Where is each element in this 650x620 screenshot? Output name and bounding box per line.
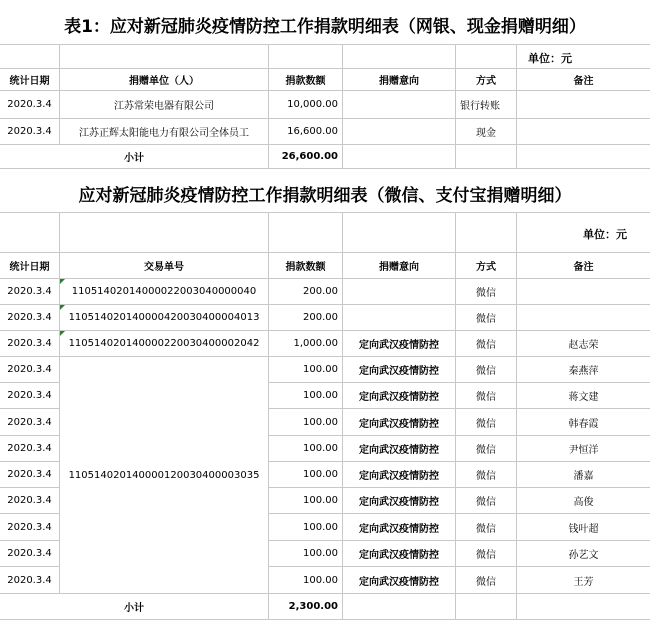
cell-method[interactable]: 微信 bbox=[456, 279, 517, 305]
cell-note[interactable]: 高俊 bbox=[517, 488, 650, 514]
table1-title-row bbox=[0, 0, 650, 45]
cell-amount[interactable]: 100.00 bbox=[269, 357, 343, 383]
cell-transaction[interactable]: 110514020140000420030400004013 bbox=[60, 305, 269, 331]
cell-note[interactable]: 钱叶超 bbox=[517, 514, 650, 541]
cell-intent[interactable]: 定向武汉疫情防控 bbox=[343, 383, 456, 409]
cell-amount[interactable]: 200.00 bbox=[269, 305, 343, 331]
cell-intent[interactable] bbox=[343, 119, 456, 145]
table2-title-row bbox=[0, 169, 650, 213]
cell-note[interactable]: 尹恒洋 bbox=[517, 436, 650, 462]
table1-header-row bbox=[0, 69, 650, 91]
table-row bbox=[0, 357, 650, 383]
cell-date[interactable]: 2020.3.4 bbox=[0, 305, 60, 331]
cell-amount[interactable]: 100.00 bbox=[269, 488, 343, 514]
cell-comment-marker-icon bbox=[60, 279, 65, 284]
header-amount[interactable]: 捐款数额 bbox=[269, 69, 343, 91]
cell-method[interactable]: 微信 bbox=[456, 331, 517, 357]
table-row bbox=[0, 436, 650, 462]
cell-intent[interactable]: 定向武汉疫情防控 bbox=[343, 567, 456, 594]
subtotal-amount[interactable]: 2,300.00 bbox=[269, 594, 343, 620]
header-amount[interactable]: 捐款数额 bbox=[269, 253, 343, 279]
table-row bbox=[0, 567, 650, 594]
cell-amount[interactable]: 100.00 bbox=[269, 383, 343, 409]
header-method[interactable]: 方式 bbox=[456, 69, 517, 91]
cell-date[interactable]: 2020.3.4 bbox=[0, 541, 60, 567]
header-intent[interactable]: 捐赠意向 bbox=[343, 69, 456, 91]
header-method[interactable]: 方式 bbox=[456, 253, 517, 279]
table-row bbox=[0, 305, 650, 331]
cell-method[interactable]: 微信 bbox=[456, 567, 517, 594]
table-row bbox=[0, 331, 650, 357]
cell-intent[interactable]: 定向武汉疫情防控 bbox=[343, 436, 456, 462]
cell-transaction[interactable]: 1105140201400002200304000004​0 bbox=[60, 279, 269, 305]
header-date[interactable]: 统计日期 bbox=[0, 69, 60, 91]
cell-amount[interactable]: 100.00 bbox=[269, 567, 343, 594]
table2-subtotal-row bbox=[0, 594, 650, 620]
cell-amount[interactable]: 10,000.00 bbox=[269, 91, 343, 119]
cell-note[interactable] bbox=[517, 91, 650, 119]
cell-intent[interactable]: 定向武汉疫情防控 bbox=[343, 514, 456, 541]
cell-method[interactable]: 微信 bbox=[456, 462, 517, 488]
table-row bbox=[0, 488, 650, 514]
subtotal-amount[interactable]: 26,600.00 bbox=[269, 145, 343, 169]
cell-note[interactable]: 秦燕萍 bbox=[517, 357, 650, 383]
cell-intent[interactable]: 定向武汉疫情防控 bbox=[343, 488, 456, 514]
cell-note[interactable]: 王芳 bbox=[517, 567, 650, 594]
cell-date[interactable]: 2020.3.4 bbox=[0, 567, 60, 594]
cell-comment-marker-icon bbox=[60, 331, 65, 336]
table1-subtotal-row bbox=[0, 145, 650, 169]
cell-date[interactable]: 2020.3.4 bbox=[0, 488, 60, 514]
cell-note[interactable]: 韩春霞 bbox=[517, 409, 650, 436]
cell-intent[interactable]: 定向武汉疫情防控 bbox=[343, 409, 456, 436]
table2-title: 应对新冠肺炎疫情防控工作捐款明细表（微信、支付宝捐赠明细） bbox=[78, 186, 572, 206]
cell-intent[interactable]: 定向武汉疫情防控 bbox=[343, 541, 456, 567]
cell-method[interactable]: 现金 bbox=[456, 119, 517, 145]
table-row bbox=[0, 383, 650, 409]
table-row bbox=[0, 541, 650, 567]
table1-unit-row bbox=[0, 45, 650, 69]
table-row bbox=[0, 409, 650, 436]
subtotal-label[interactable]: 小计 bbox=[0, 594, 269, 620]
cell-amount[interactable]: 200.00 bbox=[269, 279, 343, 305]
cell-donor[interactable]: 江苏常荣电器有限公司 bbox=[60, 91, 269, 119]
cell-method[interactable]: 银行转账 bbox=[456, 91, 517, 119]
cell-note[interactable]: 潘嘉 bbox=[517, 462, 650, 488]
cell-method[interactable]: 微信 bbox=[456, 305, 517, 331]
cell-transaction-merged[interactable]: 110514020140000120030400003035 bbox=[60, 357, 269, 594]
cell-intent[interactable] bbox=[343, 305, 456, 331]
cell-amount[interactable]: 1,000.00 bbox=[269, 331, 343, 357]
cell-amount[interactable]: 100.00 bbox=[269, 514, 343, 541]
cell-method[interactable]: 微信 bbox=[456, 383, 517, 409]
table1-unit: 单位：元 bbox=[528, 52, 572, 65]
table2-unit: 单位：元 bbox=[583, 228, 627, 241]
cell-date[interactable]: 2020.3.4 bbox=[0, 91, 60, 119]
cell-amount[interactable]: 100.00 bbox=[269, 436, 343, 462]
cell-intent[interactable]: 定向武汉疫情防控 bbox=[343, 331, 456, 357]
cell-method[interactable]: 微信 bbox=[456, 436, 517, 462]
header-note[interactable]: 备注 bbox=[517, 253, 650, 279]
table-row bbox=[0, 119, 650, 145]
table-row bbox=[0, 514, 650, 541]
cell-note[interactable]: 孙艺文 bbox=[517, 541, 650, 567]
cell-amount[interactable]: 100.00 bbox=[269, 462, 343, 488]
cell-amount[interactable]: 16,600.00 bbox=[269, 119, 343, 145]
cell-date[interactable]: 2020.3.4 bbox=[0, 331, 60, 357]
cell-method[interactable]: 微信 bbox=[456, 409, 517, 436]
cell-intent[interactable]: 定向武汉疫情防控 bbox=[343, 357, 456, 383]
cell-method[interactable]: 微信 bbox=[456, 541, 517, 567]
cell-method[interactable]: 微信 bbox=[456, 357, 517, 383]
header-donor[interactable]: 捐赠单位（人） bbox=[60, 69, 269, 91]
header-date[interactable]: 统计日期 bbox=[0, 253, 60, 279]
cell-date[interactable]: 2020.3.4 bbox=[0, 357, 60, 383]
cell-method[interactable]: 微信 bbox=[456, 514, 517, 541]
cell-date[interactable]: 2020.3.4 bbox=[0, 462, 60, 488]
table-row bbox=[0, 279, 650, 305]
table-row bbox=[0, 91, 650, 119]
cell-intent[interactable] bbox=[343, 279, 456, 305]
table2-unit-row bbox=[0, 213, 650, 253]
subtotal-label[interactable]: 小计 bbox=[0, 145, 269, 169]
cell-intent[interactable]: 定向武汉疫情防控 bbox=[343, 462, 456, 488]
table-row bbox=[0, 462, 650, 488]
header-note[interactable]: 备注 bbox=[517, 69, 650, 91]
cell-date[interactable]: 2020.3.4 bbox=[0, 119, 60, 145]
cell-note[interactable] bbox=[517, 279, 650, 305]
cell-date[interactable]: 2020.3.4 bbox=[0, 436, 60, 462]
cell-date[interactable]: 2020.3.4 bbox=[0, 409, 60, 436]
cell-intent[interactable] bbox=[343, 91, 456, 119]
cell-amount[interactable]: 100.00 bbox=[269, 409, 343, 436]
cell-comment-marker-icon bbox=[60, 305, 65, 310]
cell-note[interactable]: 蒋文建 bbox=[517, 383, 650, 409]
cell-transaction[interactable]: 110514020140000220030400002042 bbox=[60, 331, 269, 357]
cell-donor[interactable]: 江苏正辉太阳能电力有限公司全体员工 bbox=[60, 119, 269, 145]
table2-header-row bbox=[0, 253, 650, 279]
cell-note[interactable]: 赵志荣 bbox=[517, 331, 650, 357]
cell-note[interactable] bbox=[517, 119, 650, 145]
cell-note[interactable] bbox=[517, 305, 650, 331]
cell-date[interactable]: 2020.3.4 bbox=[0, 514, 60, 541]
cell-date[interactable]: 2020.3.4 bbox=[0, 279, 60, 305]
cell-amount[interactable]: 100.00 bbox=[269, 541, 343, 567]
table1-title: 表1：应对新冠肺炎疫情防控工作捐款明细表（网银、现金捐赠明细） bbox=[64, 17, 586, 37]
cell-date[interactable]: 2020.3.4 bbox=[0, 383, 60, 409]
header-transaction[interactable]: 交易单号 bbox=[60, 253, 269, 279]
header-intent[interactable]: 捐赠意向 bbox=[343, 253, 456, 279]
cell-method[interactable]: 微信 bbox=[456, 488, 517, 514]
